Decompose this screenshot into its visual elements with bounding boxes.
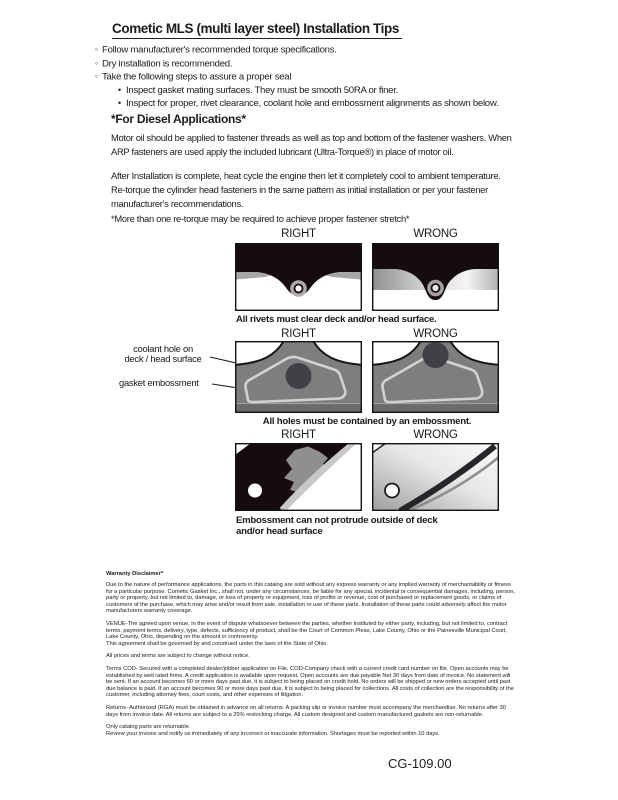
figure3-wrong-label: WRONG — [413, 429, 458, 441]
list-item — [95, 57, 498, 71]
caption-line: and/or head surface — [236, 526, 323, 537]
figure2-right-label: RIGHT — [281, 328, 316, 340]
disclaimer-paragraph: All prices and terms are subject to change without notice. — [106, 653, 250, 660]
embossment-inside-diagram — [235, 443, 362, 511]
page-title: Cometic MLS (multi layer steel) Installation Tips — [112, 21, 402, 39]
tip-text: Follow manufacturer's recommended torque specifications. — [102, 44, 337, 56]
figure2-caption: All holes must be contained by an embossment. — [262, 416, 472, 427]
disclaimer-paragraph: Due to the nature of performance applications, the parts in this catalog are sold without any express warranty or any implied warranty of merchantability or fitness for a particular purpose. Cometic Gasket Inc., shall not, under any circumstances, be liable for any special, incidental or consequential damages, including, person, party or property, but not limited to, damage, or loss of property or equipment, loss of profits or revenue, cost of purchased or replacement goods, or claims of customers of the purchase, which may arise and/or result from sale, installation or use of these parts. Installation of these parts could adversely affect the motor manufacturers warranty coverage. — [106, 582, 516, 615]
bullet-marker: • — [118, 85, 121, 96]
figure2-right-diagram — [235, 341, 362, 413]
figure2-wrong-label: WRONG — [413, 328, 458, 340]
figure1-wrong-label: WRONG — [413, 228, 458, 240]
disclaimer-paragraph: VENUE-The agreed upon venue, in the event of dispute whatsoever between the parties, whether instituted by either party, including, but not limited to, contract terms, payment terms, delivery, type, defects, sufficiency of product, shall be the Court of Common Pleas, Lake County, Ohio or the Painesville Municipal Court, Lake County, Ohio, depending on the amount in controversy. — [106, 621, 508, 641]
tip-text: Take the following steps to assure a proper seal — [102, 71, 292, 83]
callout-line: deck / head surface — [124, 353, 202, 364]
diesel-paragraph-2: After Installation is complete, heat cycle the engine then let it completely cool to ambient temperature. Re-torque the cylinder head fasteners in the same pattern as initial installation or per your fastener manufacturer's recommendations. — [111, 170, 501, 209]
rivet-clear-diagram — [235, 243, 362, 311]
list-item — [95, 70, 498, 84]
callout-line: coolant hole on — [133, 343, 193, 354]
list-item — [95, 84, 498, 97]
retorque-note: *More than one re-torque may be required to achieve proper fastener stretch* — [111, 213, 410, 224]
rivet-interfere-diagram — [372, 243, 499, 311]
figure1-right-diagram — [235, 243, 362, 311]
bullet-marker: • — [118, 98, 121, 109]
figure1-right-label: RIGHT — [281, 228, 316, 240]
disclaimer-paragraph: Terms COD- Secured with a completed dealer/jobber application on File, COD-Company check with a current credit card number on file. Open accounts may be established by well rated firms. A credit application is available upon request. Open accounts are due payable Net 30 days from date of invoice. No statement will be sent. If an account becomes 60 or more days past due, it is subject to being placed on credit hold. No orders will be shipped or new orders accepted until past due balance is paid. If an account becomes 90 or more days past due, it is subject to being placed for collections. All costs of collection are the responsibility of the customer, including attorney fees, court costs, and other expenses of litigation. — [106, 666, 514, 699]
page-number: CG-109.00 — [388, 756, 452, 771]
hole-uncontained-diagram — [372, 341, 499, 413]
figure2-wrong-diagram — [372, 341, 499, 413]
disclaimer-paragraph: This agreement shall be governed by and construed under the laws of the State of Ohio. — [106, 640, 328, 647]
embossment-protruding-diagram — [372, 443, 499, 511]
warranty-disclaimer — [106, 571, 517, 743]
figure1-wrong-diagram — [372, 243, 499, 311]
list-item — [95, 97, 498, 110]
figure3-caption — [236, 515, 437, 537]
figure3-right-label: RIGHT — [281, 429, 316, 441]
gasket-embossment-callout: gasket embossment — [119, 377, 199, 388]
figure1-caption: All rivets must clear deck and/or head surface. — [236, 314, 437, 325]
tips-list — [95, 43, 498, 111]
tip-text: Inspect gasket mating surfaces. They must be smooth 50RA or finer. — [126, 85, 398, 97]
figure3-right-diagram — [235, 443, 362, 511]
figure3-wrong-diagram — [372, 443, 499, 511]
disclaimer-paragraph: Returns- Authorized (RGA) must be obtained in advance on all returns. A packing slip or invoice number must accompany the merchandise. No returns after 30 days from invoice date. All returns are subject to a 25% restocking charge. All custom designed and custom manufactured gaskets are non-returnable. — [106, 705, 506, 718]
diesel-paragraph-1: Motor oil should be applied to fastener threads as well as top and bottom of the fastener washers. When ARP fasteners are used apply the included lubricant (Ultra-Torque®) in place of motor oil. — [111, 132, 512, 157]
diesel-section-heading: *For Diesel Applications* — [111, 112, 246, 126]
bullet-marker: ◦ — [95, 71, 98, 82]
coolant-hole-callout — [116, 344, 210, 364]
hole-contained-diagram — [235, 341, 362, 413]
tip-text: Dry installation is recommended. — [102, 58, 233, 70]
tip-text: Inspect for proper, rivet clearance, coolant hole and embossment alignments as shown below. — [126, 98, 499, 110]
caption-line: Embossment can not protrude outside of deck — [236, 515, 438, 526]
bullet-marker: ◦ — [95, 57, 98, 68]
disclaimer-paragraph: Only catalog parts are returnable. — [106, 724, 191, 731]
disclaimer-paragraph: Review your invoice and notify us immediately of any incorrect or inaccurate information. Shortages must be reported within 10 days. — [106, 730, 440, 737]
bullet-marker: ◦ — [95, 44, 98, 54]
disclaimer-heading: Warranty Disclaimer* — [106, 571, 164, 577]
list-item — [95, 43, 498, 57]
